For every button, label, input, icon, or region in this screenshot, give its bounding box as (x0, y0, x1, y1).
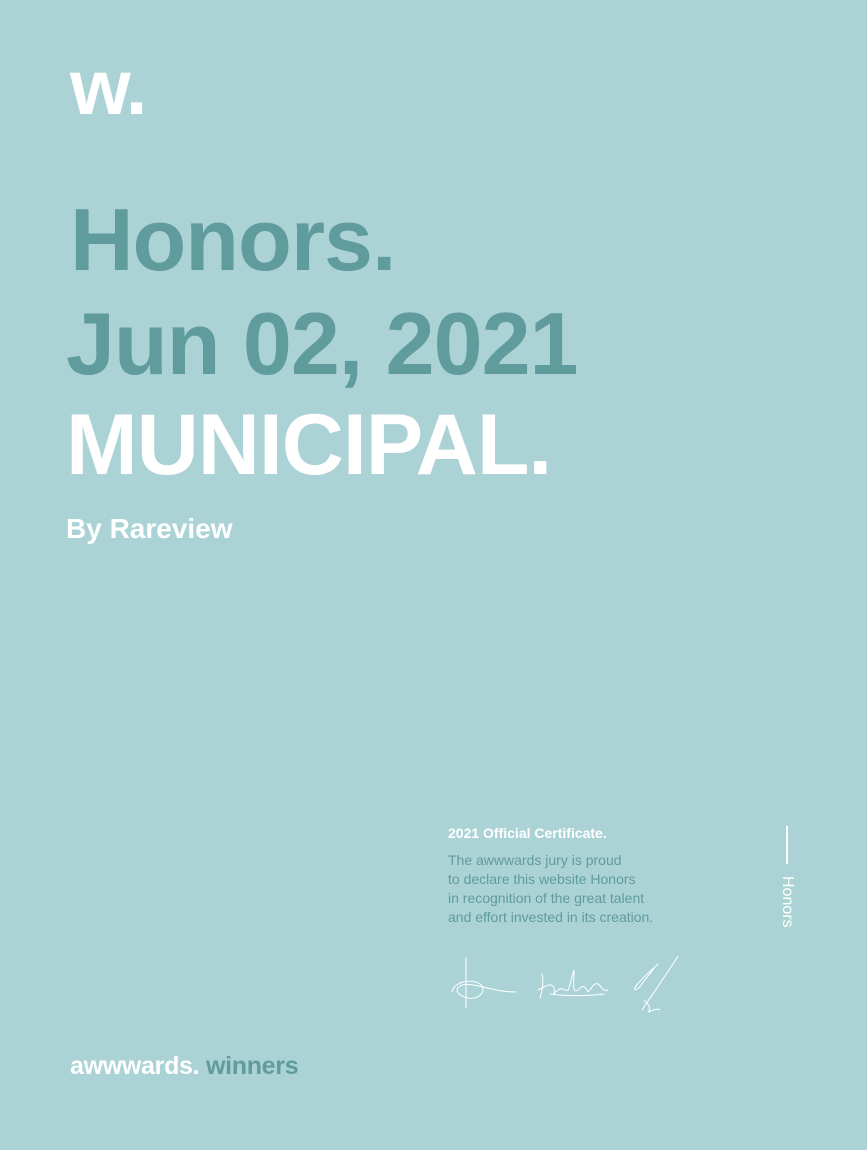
award-date: Jun 02, 2021 (66, 294, 578, 393)
certificate-line: The awwwards jury is proud (448, 852, 622, 868)
side-award-label: Honors (779, 876, 796, 928)
site-name: MUNICIPAL. (66, 397, 552, 493)
footer-suffix: winners (199, 1052, 299, 1080)
byline: By Rareview (66, 513, 233, 544)
certificate-heading: 2021 Official Certificate. (448, 825, 607, 841)
footer-wordmark[interactable] (70, 1054, 298, 1079)
signature-2 (538, 970, 608, 998)
award-title: Honors. (70, 190, 396, 289)
certificate-line: in recognition of the great talent (448, 890, 645, 906)
signature-3 (635, 956, 678, 1012)
side-divider (786, 826, 788, 864)
certificate-line: to declare this website Honors (448, 871, 636, 887)
signature-1 (452, 958, 516, 1008)
awwwards-logo[interactable]: w. (70, 43, 146, 131)
jury-signatures (446, 952, 686, 1016)
official-certificate-block (448, 825, 748, 927)
certificate-line: and effort invested in its creation. (448, 909, 654, 925)
footer-brand: awwwards. (70, 1052, 200, 1080)
